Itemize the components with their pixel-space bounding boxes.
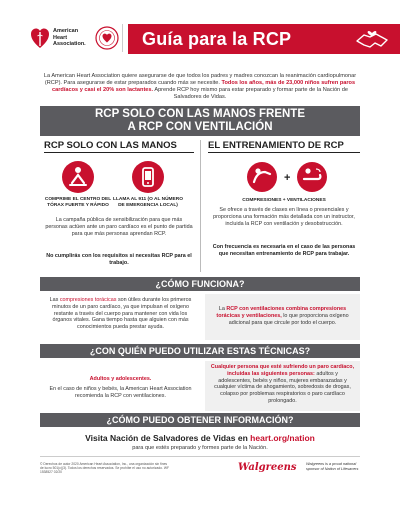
- aha-logo: [30, 24, 90, 54]
- who-hands-only-text: Adultos y adolescentes. En el caso de niños y bebés, la American Heart Association recomienda la RCP con ventilaciones.: [49, 376, 192, 399]
- nation-link[interactable]: heart.org/nation: [250, 433, 315, 443]
- hands-only-title: RCP SOLO CON LAS MANOS: [44, 140, 177, 151]
- footer-divider: [40, 456, 360, 457]
- compressions-ventilations-label: COMPRESIONES + VENTILACIONES: [242, 198, 326, 203]
- legal-text: © Derechos de autor 2020 American Heart Association, Inc., una organización sin fines de lucro 501(c)(3). Todos los derechos reservados. Se prohíbe el uso no autorizado. WF 1538527 02/20: [40, 462, 169, 475]
- cpr-ventilation-illustration: [232, 158, 340, 196]
- column-divider: [200, 140, 201, 272]
- hands-only-description: La campaña pública de sensibilización para que más personas actúen ante un paro cardíaco es el punto de partida para que más personas aprendan RCP.: [45, 217, 193, 237]
- who-ventilation-text: Cualquier persona que esté sufriendo un paro cardíaco, incluidas las siguientes personas: adultos y adolescentes, bebés y niños, mujeres embarazadas y cualquier víctima de ahogamiento, sobredosis de drogas, colapso por problemas respiratorios o paro cardíaco prolongado.: [210, 364, 355, 404]
- phone-911-icon: [132, 161, 164, 193]
- header-divider: [122, 24, 123, 52]
- page-header: [0, 0, 400, 70]
- divider: [44, 152, 194, 153]
- training-description: Se ofrece a través de clases en línea o presenciales y proporciona una formación más detallada con un instructor, incluida la RCP con ventilación y desobstrucción.: [213, 207, 355, 227]
- handshake-heart-icon: [354, 27, 390, 51]
- hands-only-note: No cumplirás con los requisitos si necesitas RCP para el trabajo.: [46, 253, 192, 266]
- walgreens-logo: Walgreens: [238, 462, 297, 473]
- divider: [208, 152, 360, 153]
- page-title: Guía para la RCP: [142, 29, 292, 49]
- section-heading-learn: ¿CÓMO PUEDO OBTENER INFORMACIÓN?: [40, 413, 360, 427]
- visit-subtext: para que estés preparado y formes parte de la Nación.: [132, 445, 268, 451]
- intro-highlight: Todos los años, más de 23,000 niños sufren paros cardíacos y casi el 20% son lactantes.: [52, 80, 356, 93]
- step-compress-label: COMPRIME EL CENTRO DEL TÓRAX FUERTE Y RÁPIDO: [44, 197, 112, 208]
- section-heading-who: ¿CON QUIÉN PUEDO UTILIZAR ESTAS TÉCNICAS?: [40, 344, 360, 358]
- title-banner: [128, 24, 400, 54]
- training-title: EL ENTRENAMIENTO DE RCP: [208, 140, 344, 151]
- training-note: Con frecuencia es necesaria en el caso de las personas que necesitan entrenamiento de RCP para trabajar.: [212, 244, 356, 257]
- how-hands-only-text: Las compresiones torácicas son útiles durante los primeros minutos de un paro cardíaco, ya que impulsan el oxígeno restante a través del cuerpo para mantener con vida los órganos vitales. Gana tiempo hasta que alguien con más conocimientos pueda prestar ayuda.: [49, 297, 192, 331]
- intro-text: La American Heart Association quiere asegurarse de que todos los padres y madres conozcan la reanimación cardiopulmonar (RCP). Para asegurarse de estar preparados cuando más se necesite. Todos los años, más de 23,000 niños sufren paros cardíacos y casi el 20% son lactantes. Aprende RCP hoy mismo para estar preparado y formar parte de la Nación de Salvadores de Vidas.: [43, 73, 357, 100]
- aha-name: American Heart Association.: [53, 28, 86, 47]
- step-call-label: LLAMA AL 911 (O AL NÚMERO DE EMERGENCIA LOCAL): [113, 197, 183, 208]
- heart-torch-icon: [30, 26, 50, 50]
- sponsor-note: Walgreens is a proud national sponsor of Nation of Lifesavers: [306, 462, 359, 471]
- section-heading-comparison: RCP SOLO CON LAS MANOS FRENTE A RCP CON VENTILACIÓN: [40, 106, 360, 136]
- compress-chest-icon: [62, 161, 94, 193]
- visit-text: Visita Nación de Salvadores de Vidas en heart.org/nation: [85, 433, 315, 443]
- section-heading-how: ¿CÓMO FUNCIONA?: [40, 277, 360, 291]
- svg-text:+: +: [284, 172, 291, 184]
- how-ventilation-text: La RCP con ventilaciones combina compresiones torácicas y ventilaciones, lo que proporciona oxígeno adicional para que circule por todo el cuerpo.: [216, 306, 349, 326]
- nation-of-lifesavers-seal: [95, 26, 119, 50]
